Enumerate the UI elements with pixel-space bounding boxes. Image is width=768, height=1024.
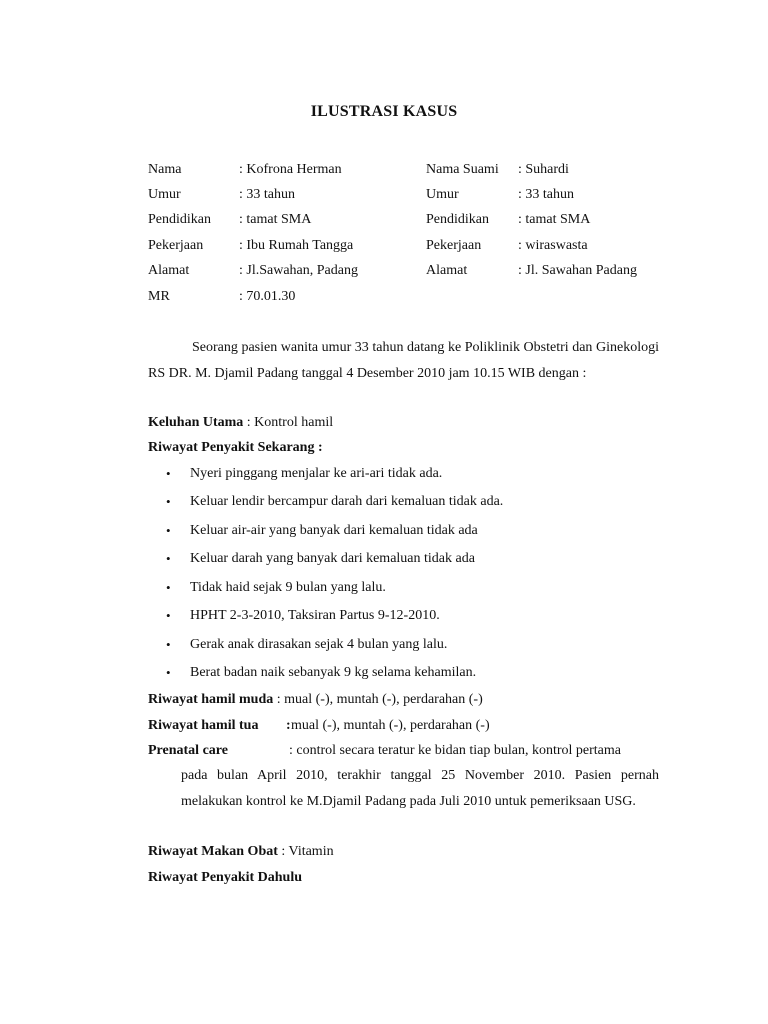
identity-label: Nama Suami [426, 162, 499, 177]
list-item-text: HPHT 2-3-2010, Taksiran Partus 9-12-2010. [190, 608, 440, 623]
bullet-icon: • [166, 551, 171, 566]
bullet-icon: • [166, 523, 171, 538]
hamil-muda-label: Riwayat hamil muda [148, 692, 274, 707]
identity-row [0, 287, 768, 307]
list-item-text: Berat badan naik sebanyak 9 kg selama kehamilan. [190, 665, 477, 680]
identity-label: MR [148, 289, 170, 304]
identity-label: Pendidikan [148, 212, 211, 227]
identity-value: : Suhardi [518, 162, 569, 177]
identity-value: : wiraswasta [518, 238, 588, 253]
riwayat-makan-obat [148, 840, 334, 864]
bullet-icon: • [166, 608, 171, 623]
keluhan-utama [148, 411, 333, 435]
list-item-text: Keluar air-air yang banyak dari kemaluan tidak ada [190, 523, 478, 538]
makan-obat-value: : Vitamin [277, 844, 334, 859]
keluhan-label: Keluhan Utama [148, 415, 244, 430]
bullet-icon: • [166, 466, 171, 481]
identity-value: : 33 tahun [239, 187, 295, 202]
hamil-muda-value: : mual (-), muntah (-), perdarahan (-) [273, 692, 483, 707]
prenatal-care [148, 739, 668, 763]
list-item-text: Gerak anak dirasakan sejak 4 bulan yang lalu. [190, 637, 448, 652]
identity-label: Pekerjaan [426, 238, 482, 253]
bullet-icon: • [166, 637, 171, 652]
riwayat-sekarang-heading [148, 436, 323, 460]
identity-label: Alamat [148, 263, 190, 278]
hamil-tua-label: Riwayat hamil tua [148, 718, 259, 733]
keluhan-value: : Kontrol hamil [243, 415, 334, 430]
identity-label: Pekerjaan [148, 238, 204, 253]
identity-value: : tamat SMA [239, 212, 312, 227]
prenatal-first-line: : control secara teratur ke bidan tiap bulan, kontrol pertama [289, 743, 621, 758]
identity-value: : 33 tahun [518, 187, 574, 202]
list-item-text: Keluar darah yang banyak dari kemaluan tidak ada [190, 551, 475, 566]
identity-row [0, 160, 768, 180]
hamil-tua-colon: : [286, 718, 291, 733]
identity-label: Nama [148, 162, 182, 177]
identity-label: Umur [148, 187, 181, 202]
identity-label: Umur [426, 187, 459, 202]
penyakit-dahulu-label: Riwayat Penyakit Dahulu [148, 870, 303, 885]
identity-value: : Jl.Sawahan, Padang [239, 263, 358, 278]
identity-label: Pendidikan [426, 212, 489, 227]
identity-value: : Kofrona Herman [239, 162, 342, 177]
identity-value: : Ibu Rumah Tangga [239, 238, 354, 253]
intro-paragraph: Seorang pasien wanita umur 33 tahun datang ke Poliklinik Obstetri dan Ginekologi RS DR. M. Djamil Padang tanggal 4 Desember 2010 jam 10.15 WIB dengan : [148, 340, 659, 381]
list-item-text: Nyeri pinggang menjalar ke ari-ari tidak ada. [190, 466, 443, 481]
identity-value: : 70.01.30 [239, 289, 296, 304]
identity-row [0, 236, 768, 256]
identity-row [0, 210, 768, 230]
bullet-icon: • [166, 665, 171, 680]
bullet-icon: • [166, 494, 171, 509]
list-item-text: Tidak haid sejak 9 bulan yang lalu. [190, 580, 386, 595]
riwayat-hamil-muda [148, 688, 483, 712]
hamil-tua-value: mual (-), muntah (-), perdarahan (-) [291, 718, 490, 733]
makan-obat-label: Riwayat Makan Obat [148, 844, 278, 859]
riwayat-penyakit-dahulu [148, 866, 302, 890]
prenatal-label: Prenatal care [148, 743, 228, 758]
identity-row [0, 185, 768, 205]
identity-label: Alamat [426, 263, 468, 278]
riwayat-sekarang-label: Riwayat Penyakit Sekarang : [148, 440, 323, 455]
riwayat-hamil-tua [148, 714, 490, 738]
document-title: ILUSTRASI KASUS [310, 103, 458, 120]
prenatal-continuation: pada bulan April 2010, terakhir tanggal 25 November 2010. Pasien pernah melakukan kontrol ke M.Djamil Padang pada Juli 2010 untuk pemeriksaan USG. [181, 768, 659, 809]
identity-value: : Jl. Sawahan Padang [518, 263, 637, 278]
bullet-icon: • [166, 580, 171, 595]
list-item-text: Keluar lendir bercampur darah dari kemaluan tidak ada. [190, 494, 504, 509]
identity-row [0, 261, 768, 281]
identity-value: : tamat SMA [518, 212, 591, 227]
